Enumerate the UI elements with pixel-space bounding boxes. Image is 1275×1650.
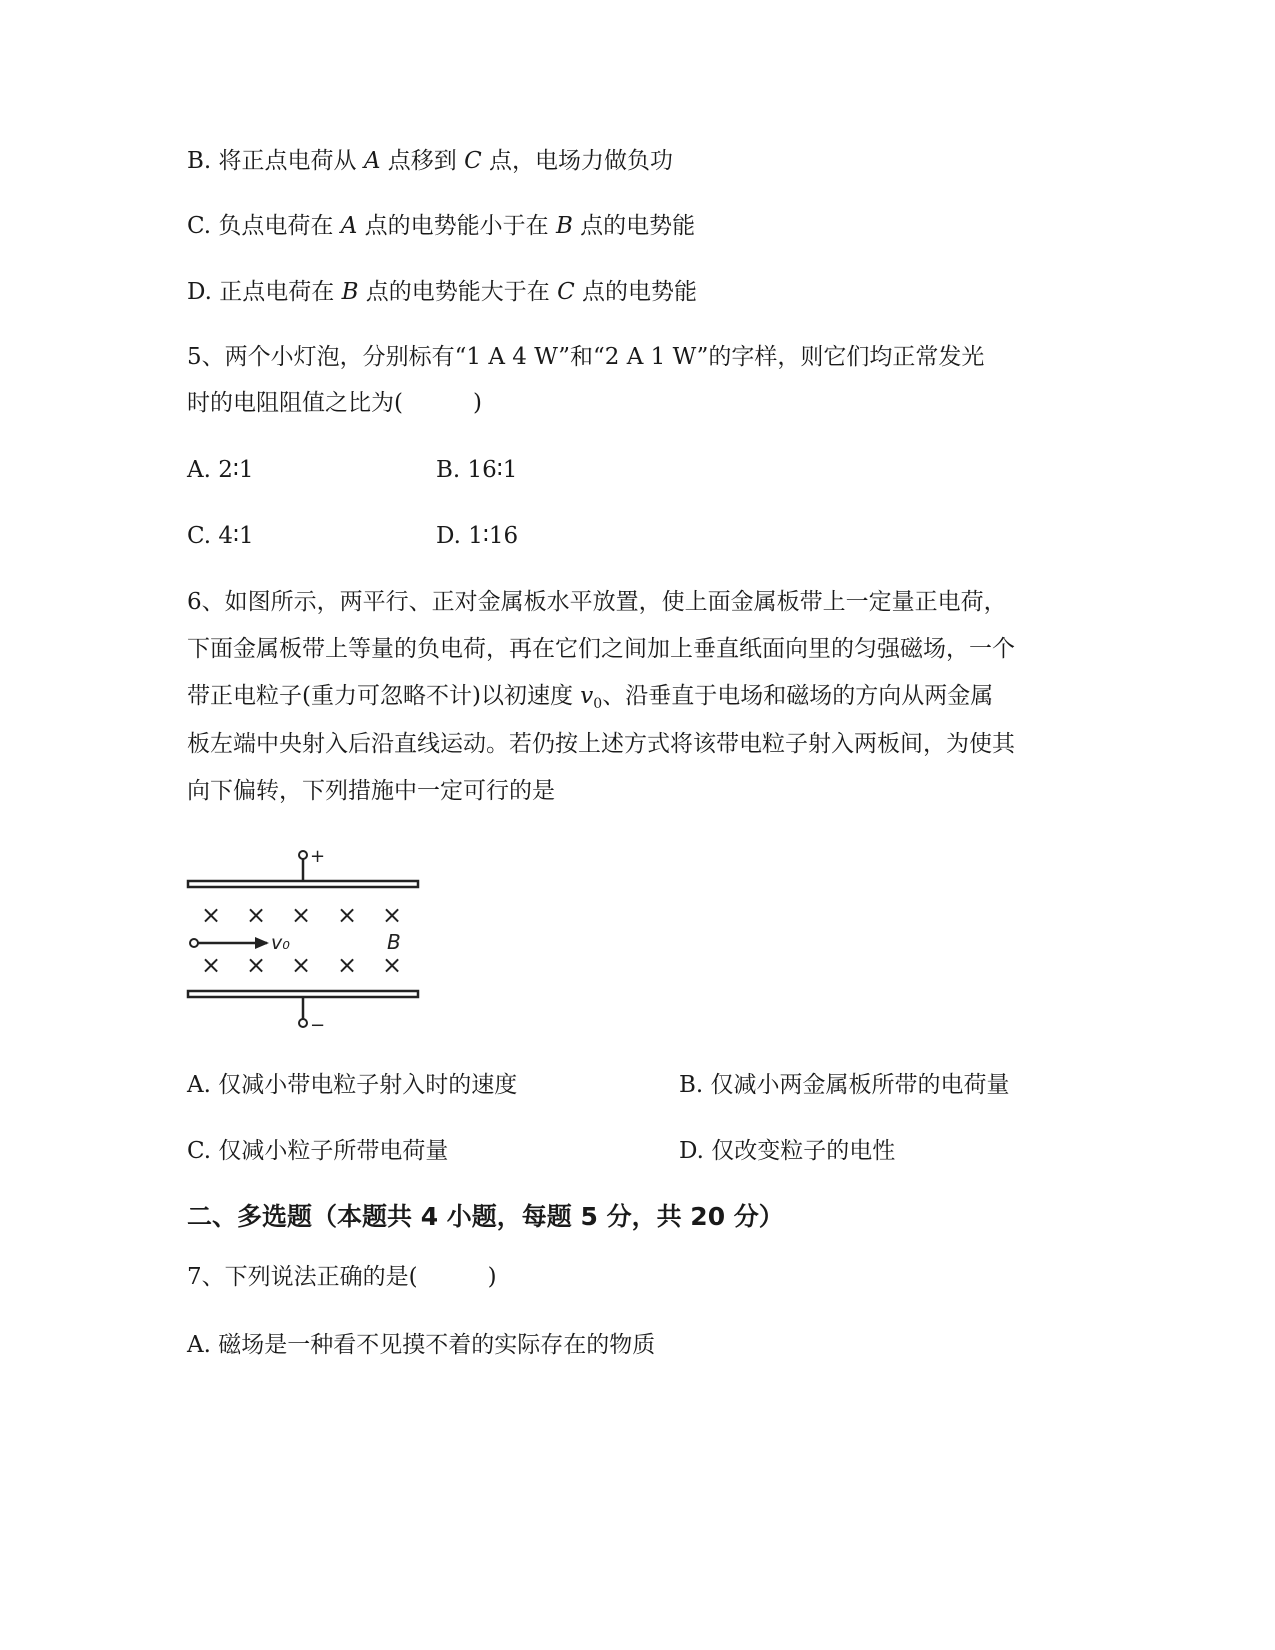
field-cross: × (246, 901, 267, 929)
q4-option-c-text: 点的电势能 (572, 213, 696, 239)
point-label: C (464, 148, 482, 174)
field-cross: × (201, 951, 222, 979)
q4-option-d-text: 点的电势能 (574, 279, 698, 305)
particle (190, 939, 198, 947)
q5-stem-text: 时的电阻阻值之比为( (187, 390, 403, 416)
field-label: B (387, 930, 401, 954)
q6-option-c: C. 仅减小粒子所带电荷量 (187, 1138, 449, 1164)
point-label: B (341, 279, 359, 305)
q5-option-c: C. 4∶1 (187, 523, 254, 549)
q6-option-a: A. 仅减小带电粒子射入时的速度 (187, 1072, 518, 1098)
q4-option-b (187, 146, 673, 176)
field-cross: × (337, 901, 358, 929)
q4-option-c-text: 点的电势能小于在 (357, 213, 556, 239)
q6-stem-line2: 下面金属板带上等量的负电荷，再在它们之间加上垂直纸面向里的匀强磁场，一个 (187, 636, 1015, 662)
field-cross: × (382, 901, 403, 929)
q4-option-d-text: D. 正点电荷在 (187, 279, 342, 305)
q5-option-b: B. 16∶1 (436, 457, 518, 483)
section-heading: 二、多选题（本题共 4 小题，每题 5 分，共 20 分） (187, 1202, 784, 1231)
q5-option-d: D. 1∶16 (436, 523, 519, 549)
q4-option-b-text: B. 将正点电荷从 (187, 148, 364, 174)
top-plate (188, 881, 418, 887)
minus-sign: − (310, 1015, 326, 1036)
velocity-symbol: v (580, 683, 594, 709)
field-cross: × (337, 951, 358, 979)
q6-option-d: D. 仅改变粒子的电性 (679, 1138, 896, 1164)
q5-stem-line2 (187, 388, 482, 418)
q4-option-d-text: 点的电势能大于在 (358, 279, 558, 305)
point-label: A (340, 213, 358, 239)
plus-sign: + (310, 846, 326, 867)
q6-stem-text: 、沿垂直于电场和磁场的方向从两金属 (602, 683, 994, 709)
arrowhead-icon (255, 937, 269, 949)
q5-stem-text: ) (472, 390, 482, 416)
point-label: A (363, 148, 381, 174)
q4-option-d (187, 277, 697, 307)
velocity-label: v₀ (271, 932, 290, 954)
q4-option-b-text: 点移到 (380, 148, 465, 174)
field-cross: × (291, 901, 312, 929)
q6-stem-line1: 6、如图所示，两平行、正对金属板水平放置，使上面金属板带上一定量正电荷， (187, 589, 1007, 615)
field-cross: × (201, 901, 222, 929)
q6-stem-line3 (187, 681, 993, 719)
parallel-plates-figure (185, 845, 435, 1045)
positive-terminal (299, 851, 307, 859)
q4-option-c-text: C. 负点电荷在 (187, 213, 341, 239)
point-label: C (557, 279, 575, 305)
q5-stem-line1: 5、两个小灯泡，分别标有“1 A 4 W”和“2 A 1 W”的字样，则它们均正常发光 (187, 344, 985, 370)
field-cross: × (291, 951, 312, 979)
q6-stem-line4: 板左端中央射入后沿直线运动。若仍按上述方式将该带电粒子射入两板间，为使其 (187, 731, 1015, 757)
q4-option-c (187, 211, 695, 241)
q7-stem (187, 1262, 497, 1292)
field-cross: × (382, 951, 403, 979)
q4-option-b-text: 点，电场力做负功 (481, 148, 674, 174)
q7-option-a: A. 磁场是一种看不见摸不着的实际存在的物质 (187, 1332, 656, 1358)
q7-stem-text: ) (487, 1264, 497, 1290)
negative-terminal (299, 1019, 307, 1027)
q6-stem-line5: 向下偏转，下列措施中一定可行的是 (187, 778, 555, 804)
q6-option-b: B. 仅减小两金属板所带的电荷量 (679, 1072, 1010, 1098)
q6-stem-text: 带正电粒子(重力可忽略不计)以初速度 (187, 683, 581, 709)
q5-option-a: A. 2∶1 (187, 457, 254, 483)
bottom-plate (188, 991, 418, 997)
velocity-subscript: 0 (593, 696, 603, 712)
point-label: B (555, 213, 573, 239)
field-cross: × (246, 951, 267, 979)
q7-stem-text: 7、下列说法正确的是( (187, 1264, 418, 1290)
